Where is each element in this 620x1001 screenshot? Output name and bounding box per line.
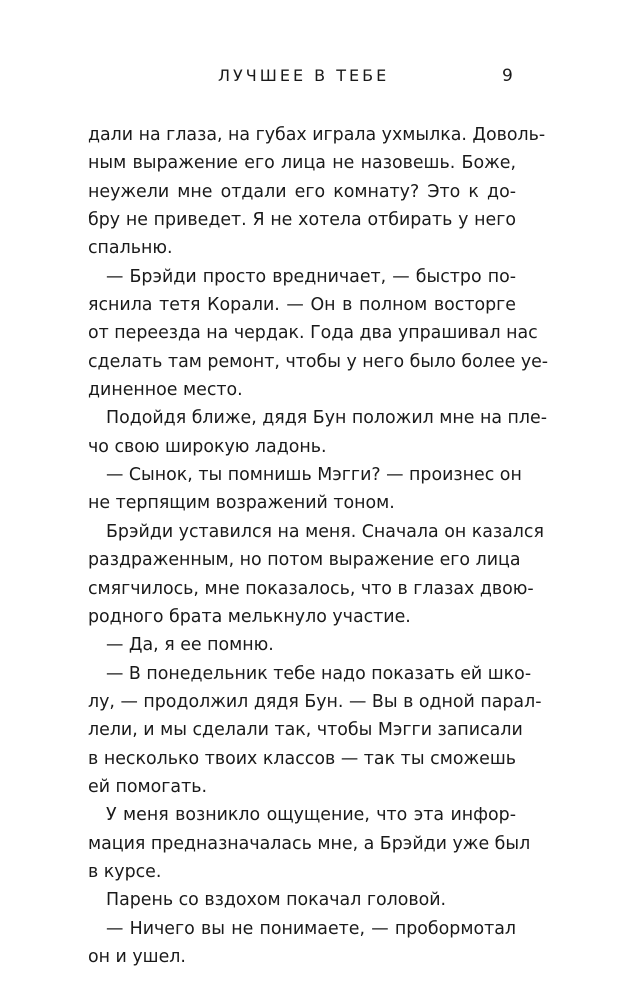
text-line: неужели мне отдали его комнату? Это к до- [88,181,516,202]
text-line: лу, — продолжил дядя Бун. — Вы в одной парал- [88,691,542,712]
text-line: — Да, я ее помню. [106,635,274,656]
text-line: раздраженным, но потом выражение его лица [88,550,521,571]
text-line: он и ушел. [88,946,186,967]
running-title: ЛУЧШЕЕ В ТЕБЕ [218,66,390,85]
running-head [0,66,620,90]
text-line: диненное место. [88,380,243,401]
text-line: не терпящим возражений тоном. [88,493,395,514]
text-line: дали на глаза, на губах играла ухмылка. Доволь- [88,125,546,145]
text-line: в несколько твоих классов — так ты сможешь [88,748,516,769]
text-line: лели, и мы сделали так, чтобы Мэгги записали [88,720,523,741]
text-line: — Сынок, ты помнишь Мэгги? — произнес он [106,465,522,486]
text-line: Парень со вздохом покачал головой. [106,890,447,911]
page-number: 9 [502,66,513,86]
body-text [88,121,549,971]
text-line: чо свою широкую ладонь. [88,436,327,457]
text-line: мация предназначалась мне, а Брэйди уже был [88,833,531,854]
text-line: сделать там ремонт, чтобы у него было более уе- [88,351,549,372]
text-line: смягчилось, мне показалось, что в глазах двою- [88,578,534,599]
text-line: — Брэйди просто вредничает, — быстро по- [106,266,516,287]
text-line: в курсе. [88,861,162,882]
text-line: яснила тетя Корали. — Он в полном восторге [88,295,516,316]
text-line: спальню. [88,238,173,259]
text-line: бру не приведет. Я не хотела отбирать у него [88,210,516,231]
text-line: — В понедельник тебе надо показать ей шко- [106,663,532,684]
text-line: родного брата мелькнуло участие. [88,606,411,627]
text-line: У меня возникло ощущение, что эта инфор- [106,805,516,826]
text-line: ей помогать. [88,776,208,797]
text-line: ным выражение его лица не назовешь. Боже, [88,153,516,174]
text-line: — Ничего вы не понимаете, — пробормотал [106,918,516,939]
text-line: от переезда на чердак. Года два упрашивал нас [88,323,538,344]
text-line: Брэйди уставился на меня. Сначала он казался [106,521,544,542]
text-line: Подойдя ближе, дядя Бун положил мне на пле- [106,408,547,429]
